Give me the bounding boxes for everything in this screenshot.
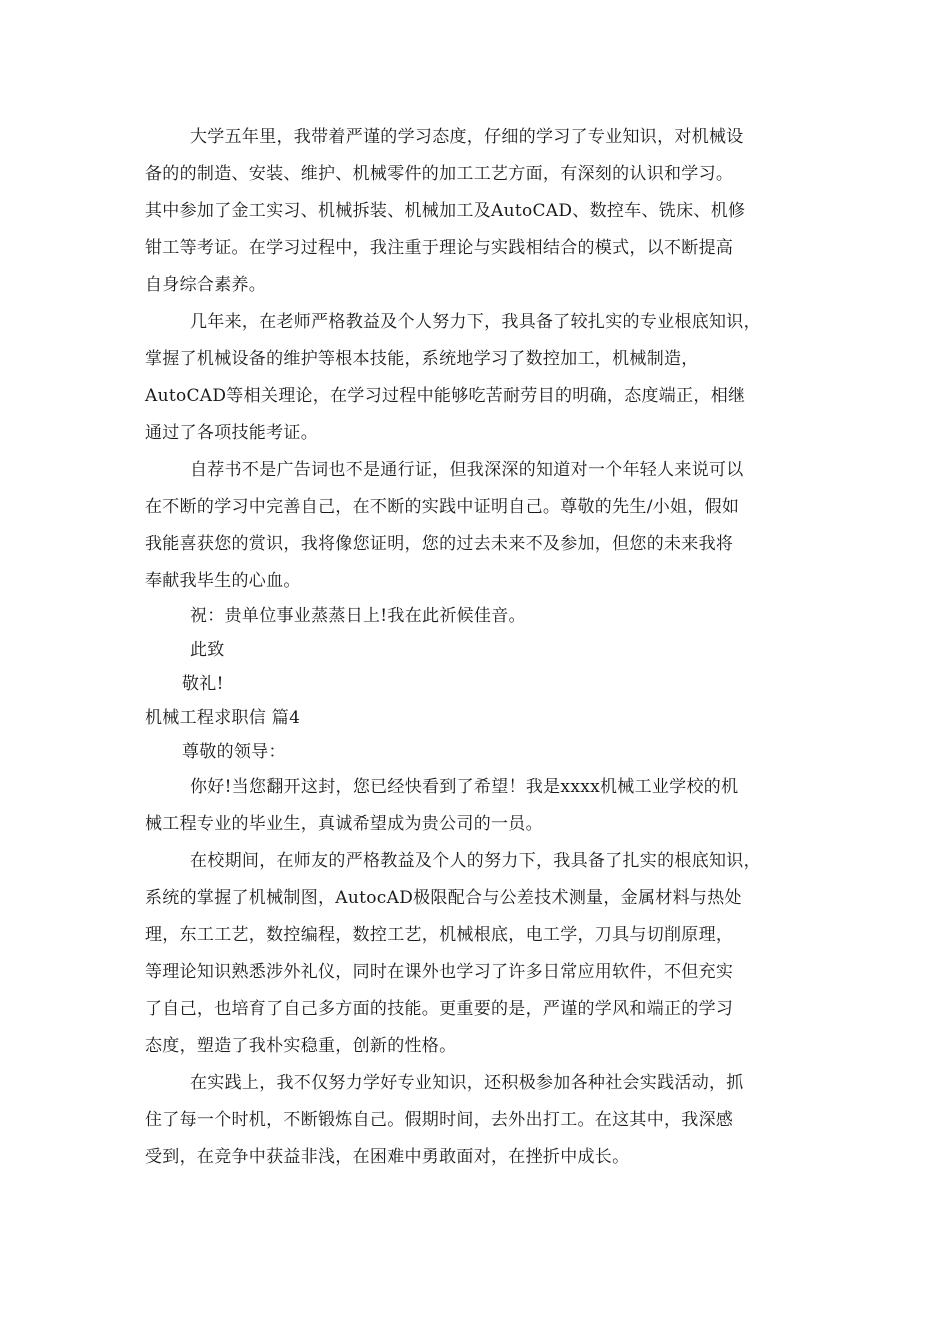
paragraph-line: 掌握了机械设备的维护等根本技能，系统地学习了数控加工，机械制造， <box>145 349 699 369</box>
paragraph-line: 在校期间，在师友的严格教益及个人的努力下，我具备了扎实的根底知识， <box>190 851 761 871</box>
paragraph-line: 其中参加了金工实习、机械拆装、机械加工及AutoCAD、数控车、铣床、机修 <box>145 201 746 221</box>
paragraph-line: 态度，塑造了我朴实稳重，创新的性格。 <box>145 1036 457 1056</box>
closing-salutation: 此致 <box>190 640 225 660</box>
paragraph-line: 等理论知识熟悉涉外礼仪，同时在课外也学习了许多日常应用软件，不但充实 <box>145 962 734 982</box>
paragraph-line: AutoCAD等相关理论，在学习过程中能够吃苦耐劳目的明确，态度端正，相继 <box>145 386 746 406</box>
paragraph-line: 了自己，也培育了自己多方面的技能。更重要的是，严谨的学风和端正的学习 <box>145 999 734 1019</box>
closing-wish: 祝：贵单位事业蒸蒸日上!我在此祈候佳音。 <box>190 606 526 626</box>
paragraph-line: 通过了各项技能考证。 <box>145 423 318 443</box>
paragraph-line: 系统的掌握了机械制图，AutocAD极限配合与公差技术测量，金属材料与热处 <box>145 888 742 908</box>
closing-regards: 敬礼! <box>182 674 224 694</box>
paragraph-line: 大学五年里，我带着严谨的学习态度，仔细的学习了专业知识，对机械设 <box>190 127 744 147</box>
paragraph-line: 奉献我毕生的心血。 <box>145 571 301 591</box>
paragraph-line: 钳工等考证。在学习过程中，我注重于理论与实践相结合的模式，以不断提高 <box>145 238 734 258</box>
paragraph-line: 在实践上，我不仅努力学好专业知识，还积极参加各种社会实践活动，抓 <box>190 1073 744 1093</box>
paragraph-line: 几年来，在老师严格教益及个人努力下，我具备了较扎实的专业根底知识， <box>190 312 761 332</box>
paragraph-line: 备的的制造、安装、维护、机械零件的加工工艺方面，有深刻的认识和学习。 <box>145 164 734 184</box>
paragraph-line: 住了每一个时机，不断锻炼自己。假期时间，去外出打工。在这其中，我深感 <box>145 1110 734 1130</box>
paragraph-line: 械工程专业的毕业生，真诚希望成为贵公司的一员。 <box>145 814 543 834</box>
greeting: 尊敬的领导： <box>182 742 286 762</box>
paragraph-line: 我能喜获您的赏识，我将像您证明，您的过去未来不及参加，但您的未来我将 <box>145 534 734 554</box>
section-heading: 机械工程求职信 篇4 <box>145 708 301 728</box>
paragraph-line: 受到，在竞争中获益非浅，在困难中勇敢面对，在挫折中成长。 <box>145 1147 630 1167</box>
paragraph-line: 自身综合素养。 <box>145 275 267 295</box>
paragraph-line: 你好!当您翻开这封，您已经快看到了希望！我是xxxx机械工业学校的机 <box>190 777 739 797</box>
paragraph-line: 理，东工工艺，数控编程，数控工艺，机械根底，电工学，刀具与切削原理， <box>145 925 734 945</box>
paragraph-line: 在不断的学习中完善自己，在不断的实践中证明自己。尊敬的先生/小姐，假如 <box>145 497 740 517</box>
paragraph-line: 自荐书不是广告词也不是通行证，但我深深的知道对一个年轻人来说可以 <box>190 460 744 480</box>
